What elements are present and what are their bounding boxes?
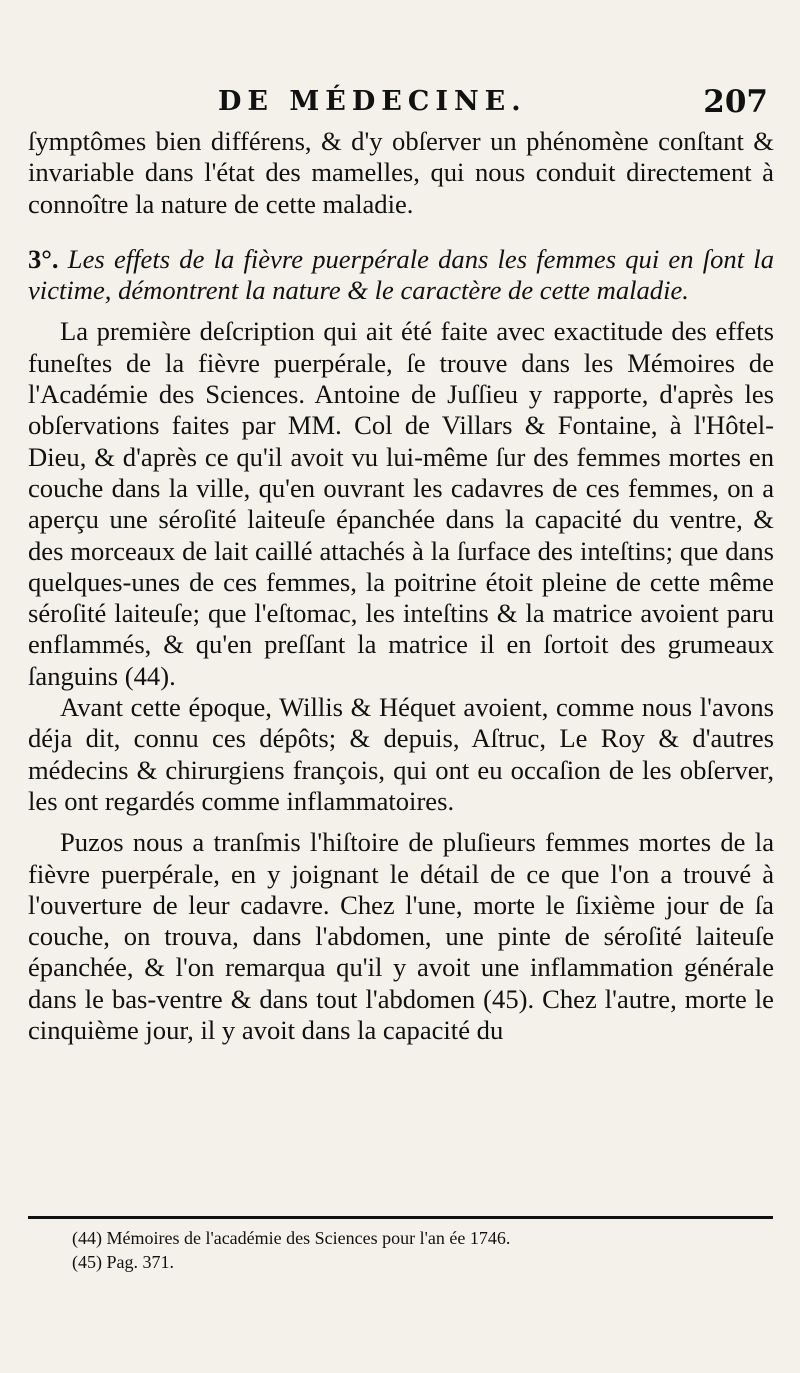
paragraph-1: ſymptômes bien différens, & d'y obſerver un phénomène conſtant & invariable dans l'état des mamelles, qui nous conduit directement à connoître la nature de cette maladie. — [28, 126, 774, 219]
page-number: 207 — [703, 84, 768, 120]
footnote-45: (45) Pag. 371. — [72, 1252, 174, 1272]
footnote-44: (44) Mémoires de l'académie des Sciences pour l'an ée 1746. — [72, 1228, 511, 1248]
body-text — [28, 126, 774, 1046]
heading-text: Les effets de la fièvre puerpérale dans les femmes qui en ſont la victime, démontrent la nature & le caractère de cette maladie. — [28, 243, 774, 306]
section-heading — [28, 244, 774, 307]
page-header — [28, 86, 774, 126]
footnotes — [72, 1226, 732, 1274]
paragraph-3: La première deſcription qui ait été faite avec exactitude des effets funeſtes de la fièvre puerpérale, ſe trouve dans les Mémoires de l'Académie des Sciences. Antoine de Juſſieu y rapporte, d'après les obſervations faites par MM. Col de Villars & Fontaine, à l'Hôtel-Dieu, & d'après ce qu'il avoit vu lui-même ſur des femmes mortes en couche dans la ville, qu'en ouvrant les cadavres de ces femmes, on a aperçu une séroſité laiteuſe épanchée dans la capacité du ventre, & des morceaux de lait caillé attachés à la ſurface des inteſtins; que dans quelques-unes de ces femmes, la poitrine étoit pleine de cette même séroſité laiteuſe; que l'eſtomac, les inteſtins & la matrice avoient paru enflammés, & qu'en preſſant la matrice il en ſortoit des grumeaux ſanguins (44). — [28, 316, 774, 691]
footnote-rule — [28, 1216, 773, 1219]
paragraph-5: Puzos nous a tranſmis l'hiſtoire de pluſieurs femmes mortes de la fièvre puerpérale, en y joignant le détail de ce que l'on a trouvé à l'ouverture de leur cadavre. Chez l'une, morte le ſixième jour de ſa couche, on trouva, dans l'abdomen, une pinte de séroſité laiteuſe épanchée, & l'on remarqua qu'il y avoit une inflammation générale dans le bas-ventre & dans tout l'abdomen (45). Chez l'autre, morte le cinquième jour, il y avoit dans la capacité du — [28, 827, 774, 1046]
heading-number: 3°. — [28, 243, 59, 274]
running-head: DE MÉDECINE. — [218, 86, 527, 117]
book-page — [28, 84, 774, 1272]
paragraph-4: Avant cette époque, Willis & Héquet avoient, comme nous l'avons déja dit, connu ces dépôts; & depuis, Aſtruc, Le Roy & d'autres médecins & chirurgiens françois, qui ont eu occaſion de les obſerver, les ont regardés comme inflammatoires. — [28, 692, 774, 816]
